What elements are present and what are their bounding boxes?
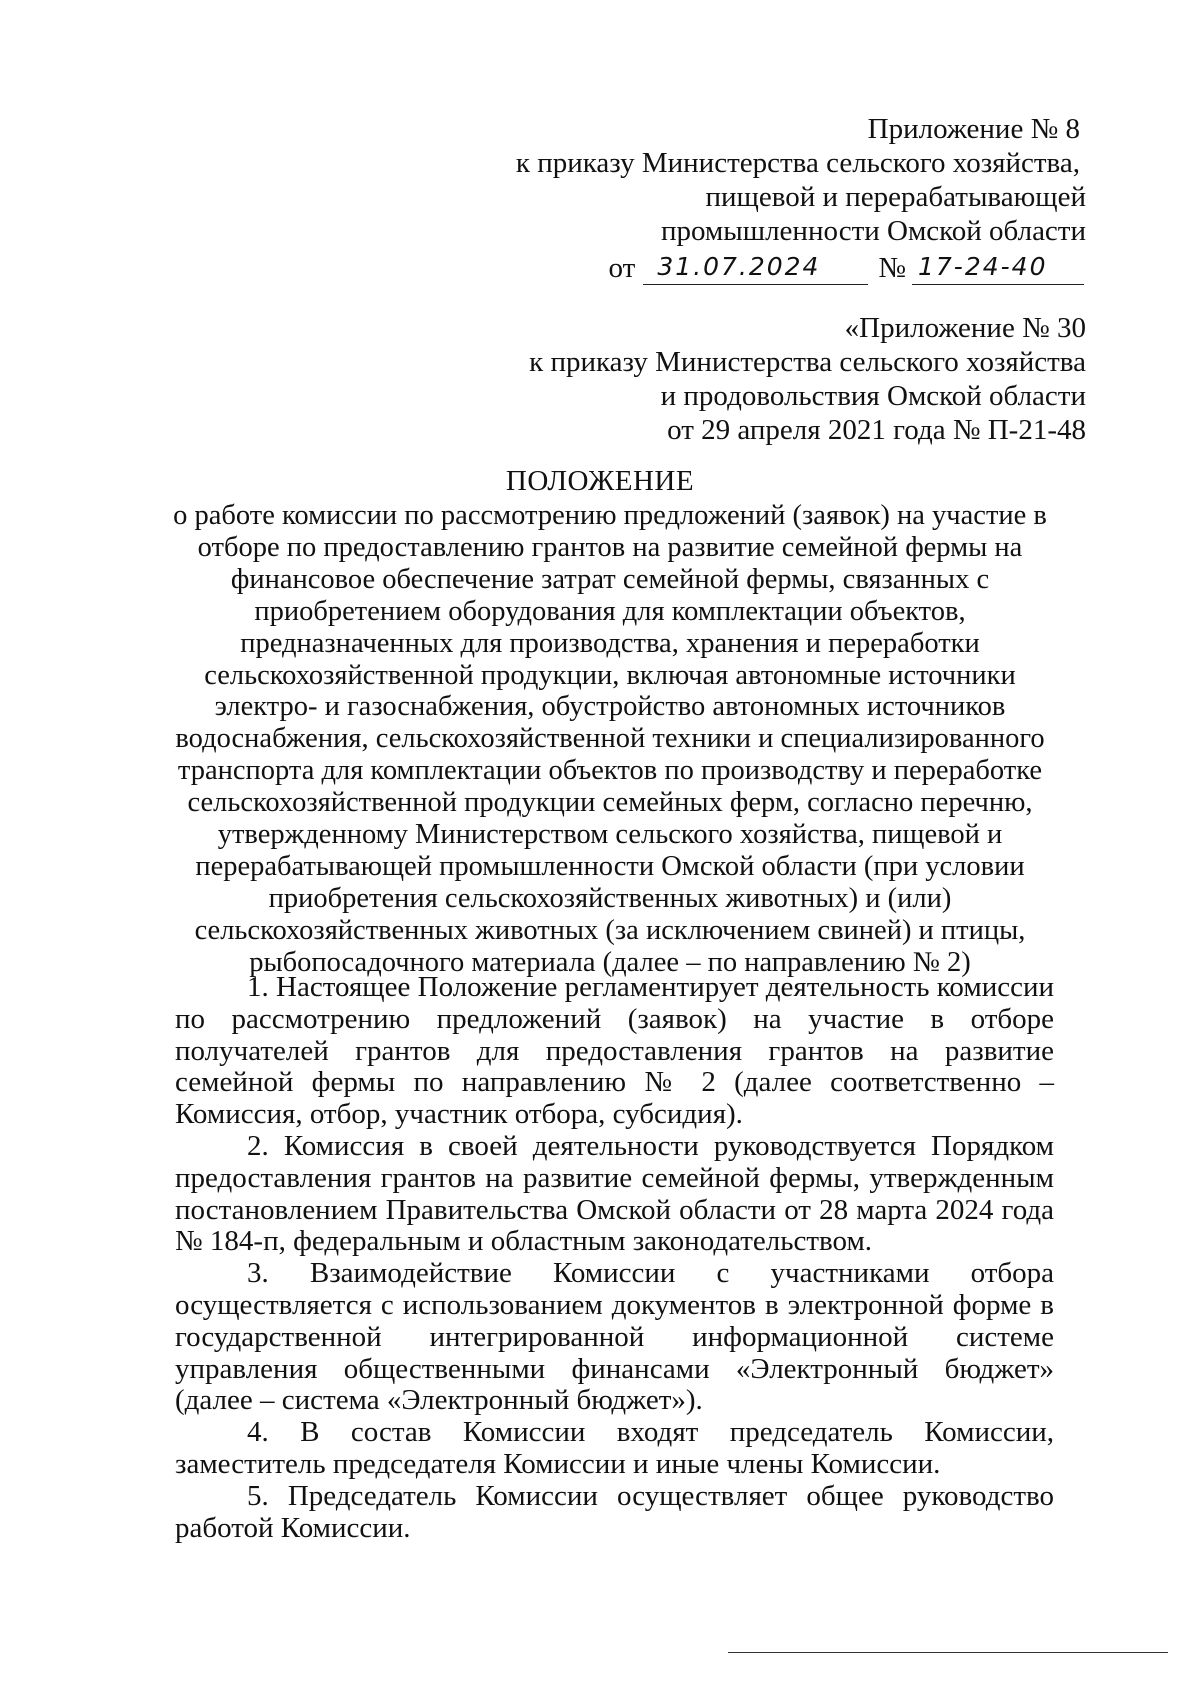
- paragraph-3: 3. Взаимодействие Комиссии с участниками отбора осуществляется с использованием документов в электронной форме в государственной интегрированной информационной системе управления общественными финансами «Электронный бюджет» (далее – система «Электронный бюджет»).: [175, 1257, 1054, 1417]
- document-title: ПОЛОЖЕНИЕ: [505, 465, 695, 497]
- quoted-order-reference: к приказу Министерства сельского хозяйства: [529, 346, 1086, 378]
- quoted-appendix-header: [426, 311, 1086, 447]
- quoted-ministry-line: и продовольствия Омской области: [660, 380, 1086, 412]
- number-prefix: №: [878, 252, 906, 284]
- footer-divider: [728, 1652, 1168, 1653]
- date-prefix: от: [608, 252, 636, 284]
- order-reference-line: к приказу Министерства сельского хозяйства,: [515, 147, 1080, 179]
- handwritten-order-date: 31.07.2024: [643, 252, 868, 285]
- ministry-name-line: пищевой и перерабатывающей: [705, 181, 1086, 213]
- paragraph-1: 1. Настоящее Положение регламентирует деятельность комиссии по рассмотрению предложений (заявок) на участие в отборе получателей грантов для предоставления грантов на развитие семейной фермы по направлению № 2 (далее соответственно – Комиссия, отбор, участник отбора, субсидия).: [175, 971, 1054, 1131]
- order-date-number-row: [426, 251, 1084, 285]
- paragraph-2: 2. Комиссия в своей деятельности руководствуется Порядком предоставления грантов на развитие семейной фермы, утвержденным постановлением Правительства Омской области от 28 марта 2024 года № 184-п, федеральным и областным законодательством.: [175, 1129, 1054, 1258]
- document-subtitle: о работе комиссии по рассмотрению предложений (заявок) на участие в отборе по предоставлению грантов на развитие семейной фермы на финансовое обеспечение затрат семейной фермы, связанных с приобретением оборудования для комплектации объектов, предназначенных для производства, хранения и переработки сельскохозяйственной продукции, включая автономные источники электро- и газоснабжения, обустройство автономных источников водоснабжения, сельскохозяйственной техники и специализированного транспорта для комплектации объектов по производству и переработке сельскохозяйственной продукции семейных ферм, согласно перечню, утвержденному Министерством сельского хозяйства, пищевой и перерабатывающей промышленности Омской области (при условии приобретения сельскохозяйственных животных) и (или) сельскохозяйственных животных (за исключением свиней) и птицы, рыбопосадочного материала (далее – по направлению № 2): [173, 500, 1047, 978]
- paragraph-4: 4. В состав Комиссии входят председатель Комиссии, заместитель председателя Комиссии и иные члены Комиссии.: [175, 1416, 1054, 1480]
- quoted-order-date: от 29 апреля 2021 года № П-21-48: [667, 414, 1086, 446]
- document-body: [175, 972, 1054, 1544]
- appendix-number: Приложение № 8: [867, 113, 1080, 145]
- paragraph-5: 5. Председатель Комиссии осуществляет общее руководство работой Комиссии.: [175, 1479, 1054, 1544]
- handwritten-order-number: 17-24-40: [912, 252, 1084, 285]
- ministry-region-line: промышленности Омской области: [660, 215, 1086, 247]
- quoted-appendix-number: «Приложение № 30: [844, 312, 1086, 344]
- appendix-header: [426, 112, 1086, 285]
